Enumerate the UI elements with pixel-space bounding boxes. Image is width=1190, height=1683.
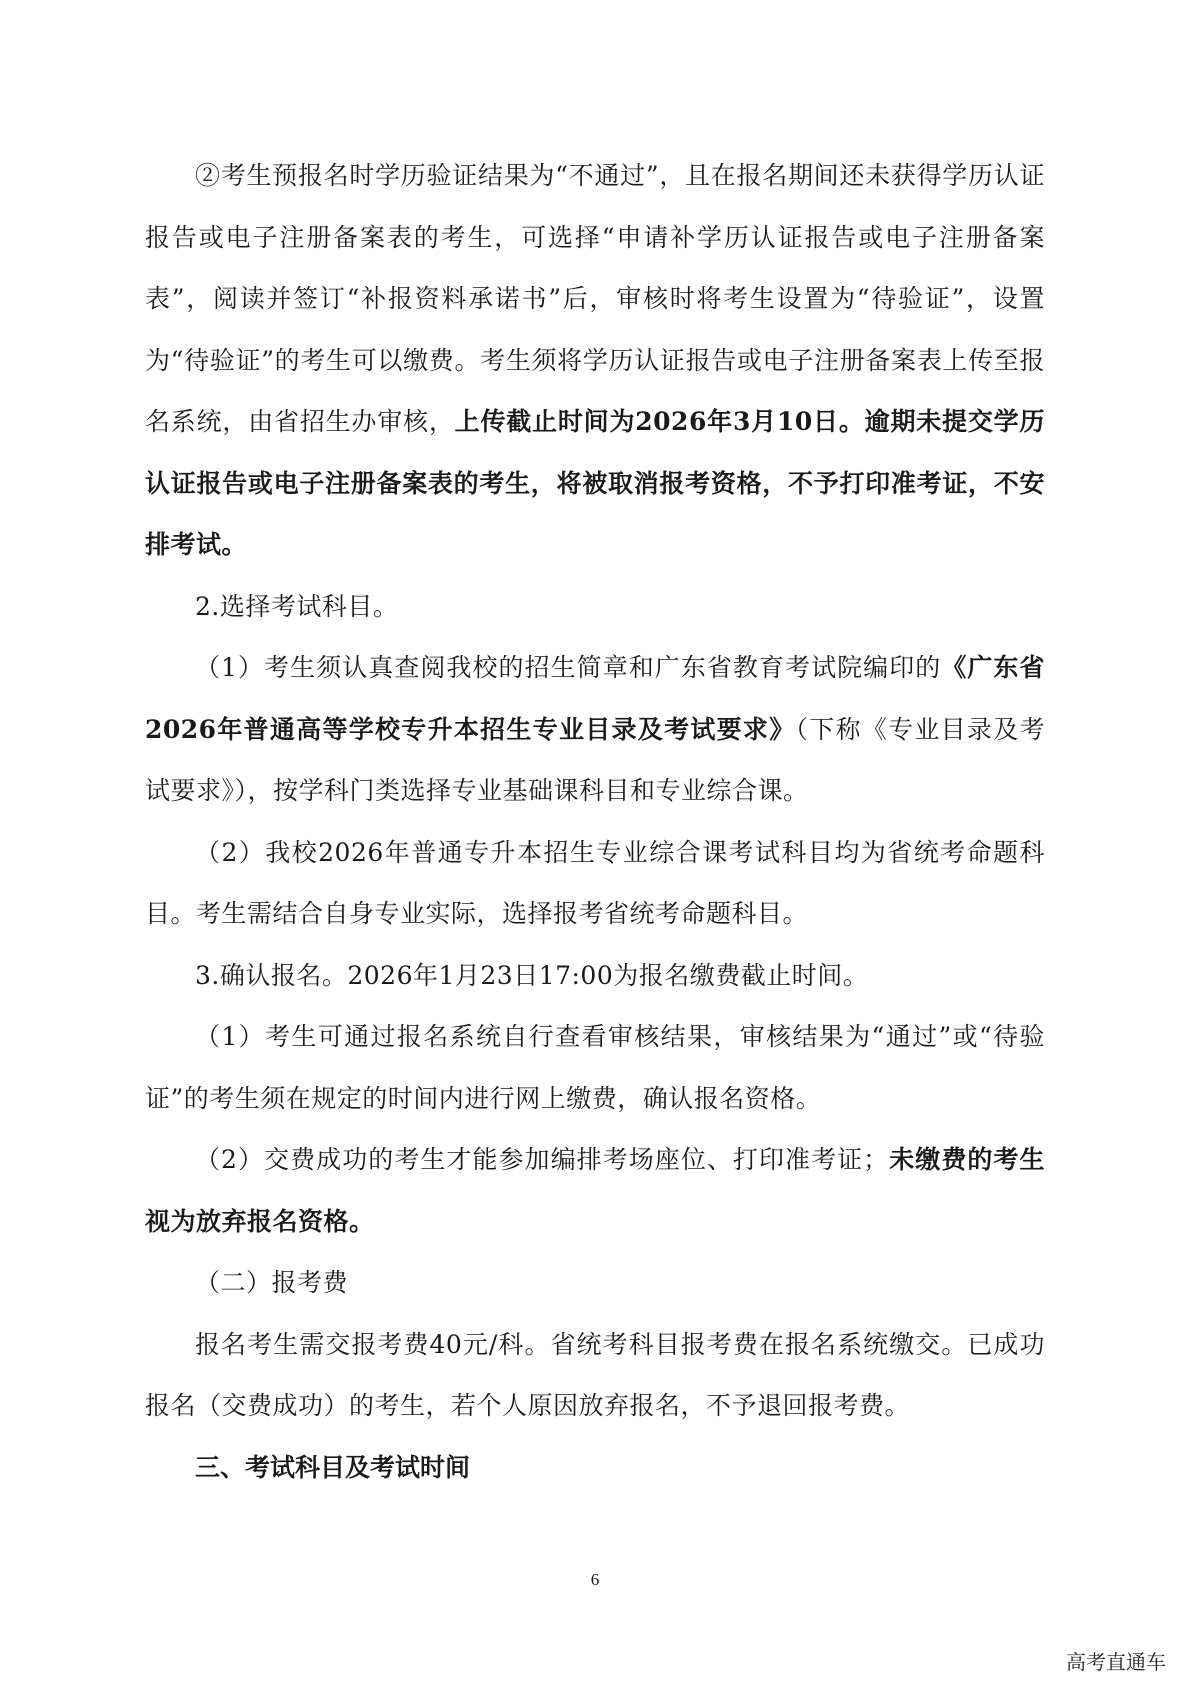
paragraph-education-verification [145,145,1045,576]
watermark: 高考直通车 [1066,1650,1166,1674]
paragraph-exam-fee: 报名考生需交报考费40元/科。省统考科目报考费在报名系统缴交。已成功报名（交费成功）的考生，若个人原因放弃报名，不予退回报考费。 [145,1329,1045,1420]
bold-unpaid-warning: 未缴费的考生视为放弃报名资格。 [145,1145,1045,1236]
paragraph-select-subjects: 2.选择考试科目。 [195,591,399,621]
text-segment: （下称《专业目录及考试要求》），按学科门类选择专业基础课科目和专业综合课。 [145,714,1045,805]
paragraph-confirm-registration: 3.确认报名。2026年1月23日17:00为报名缴费截止时间。 [195,960,869,990]
text-segment: （2）交费成功的考生才能参加编排考场座位、打印准考证； [195,1145,889,1174]
section-heading-exam-subjects: 三、考试科目及考试时间 [195,1452,471,1482]
paragraph-confirm-1: （1）考生可通过报名系统自行查看审核结果，审核结果为“通过”或“待验证”的考生须在规定的时间内进行网上缴费，确认报名资格。 [145,1022,1045,1113]
text-segment: ②考生预报名时学历验证结果为“不通过”，且在报名期间还未获得学历认证报告或电子注册备案表的考生，可选择“申请补学历认证报告或电子注册备案表”，阅读并签订“补报资料承诺书”后，审核时将考生设置为“待验证”，设置为“待验证”的考生可以缴费。考生须将学历认证报告或电子注册备案表上传至报名系统，由省招生办审核， [145,161,1045,436]
paragraph-confirm-2 [145,1129,1045,1252]
document-page [145,145,1045,1498]
subheading-exam-fee: （二）报考费 [195,1268,349,1297]
bold-deadline-text: 上传截止时间为2026年3月10日。逾期未提交学历认证报告或电子注册备案表的考生，将被取消报考资格，不予打印准考证，不安排考试。 [145,407,1045,559]
page-number: 6 [590,1570,600,1589]
paragraph-subjects-2: （2）我校2026年普通专升本招生专业综合课考试科目均为省统考命题科目。考生需结合自身专业实际，选择报考省统考命题科目。 [145,837,1045,928]
paragraph-subjects-1 [145,637,1045,822]
text-segment: （1）考生须认真查阅我校的招生简章和广东省教育考试院编印的 [195,653,942,682]
bold-catalog-title: 《广东省2026年普通高等学校专升本招生专业目录及考试要求》 [145,653,1045,744]
